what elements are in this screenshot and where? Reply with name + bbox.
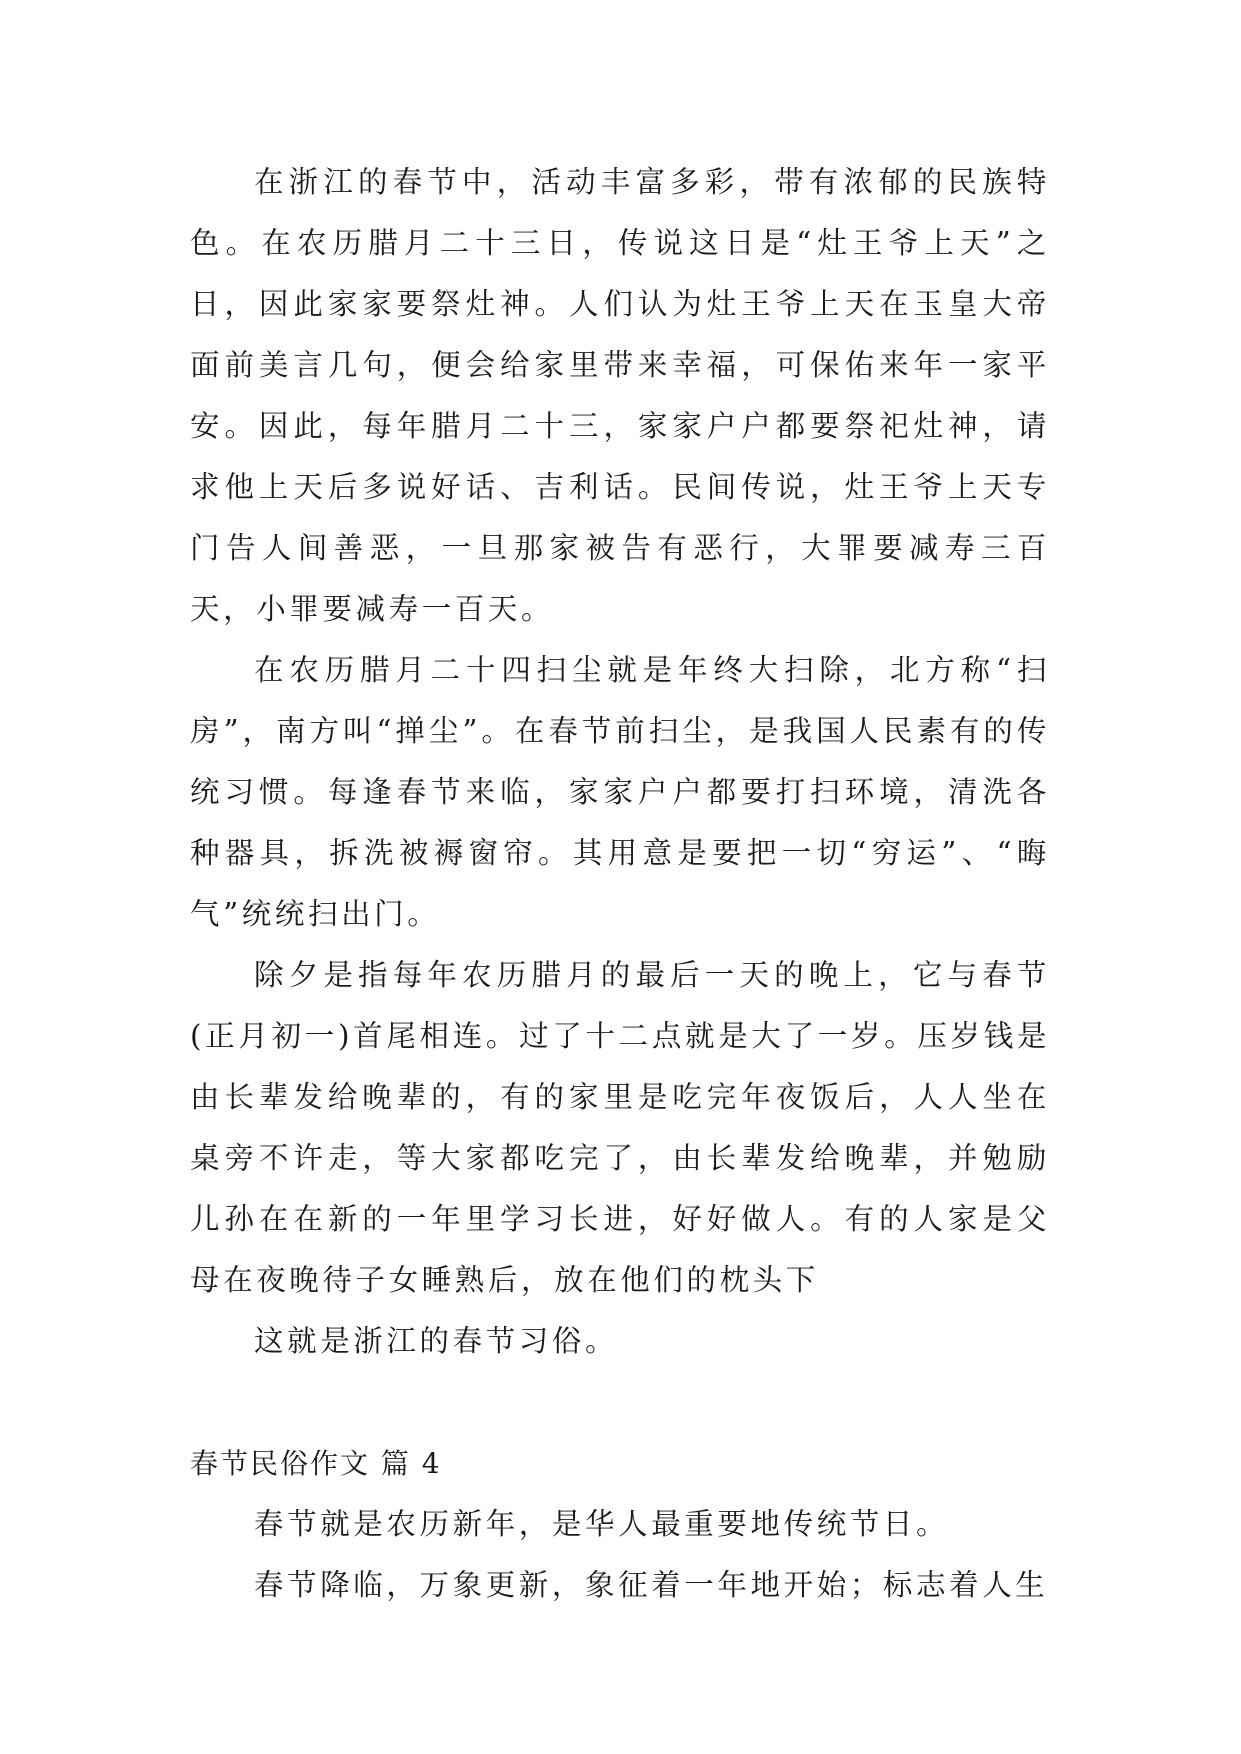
- paragraph-spring-festival-arrival: 春节降临，万象更新，象征着一年地开始；标志着人生: [254, 1568, 1049, 1602]
- paragraph-new-years-eve: 除夕是指每年农历腊月的最后一天的晚上，它与春节(正月初一)首尾相连。过了十二点就是大了一岁。压岁钱是由长辈发给晚辈的，有的家里是吃完年夜饭后，人人坐在桌旁不许走，等大家都吃完了，由长辈发给晚辈，并勉励儿孙在在新的一年里学习长进，好好做人。有的人家是父母在夜晚待子女睡熟后，放在他们的枕头下: [190, 958, 1050, 1297]
- paragraph-kitchen-god: 在浙江的春节中，活动丰富多彩，带有浓郁的民族特色。在农历腊月二十三日，传说这日是“灶王爷上天”之日，因此家家要祭灶神。人们认为灶王爷上天在玉皇大帝面前美言几句，便会给家里带来幸福，可保佑来年一家平安。因此，每年腊月二十三，家家户户都要祭祀灶神，请求他上天后多说好话、吉利话。民间传说，灶王爷上天专门告人间善恶，一旦那家被告有恶行，大罪要减寿三百天，小罪要减寿一百天。: [190, 165, 1050, 626]
- paragraph-spring-festival-intro: 春节就是农历新年，是华人最重要地传统节日。: [254, 1507, 950, 1541]
- section-heading: 春节民俗作文 篇 4: [190, 1447, 442, 1480]
- paragraph-conclusion: 这就是浙江的春节习俗。: [254, 1324, 619, 1358]
- document-body: [190, 152, 1050, 1616]
- paragraph-sweeping-dust: 在农历腊月二十四扫尘就是年终大扫除，北方称“扫房”，南方叫“掸尘”。在春节前扫尘，是我国人民素有的传统习惯。每逢春节来临，家家户户都要打扫环境，清洗各种器具，拆洗被褥窗帘。其用意是要把一切“穷运”、“晦气”统统扫出门。: [190, 653, 1050, 931]
